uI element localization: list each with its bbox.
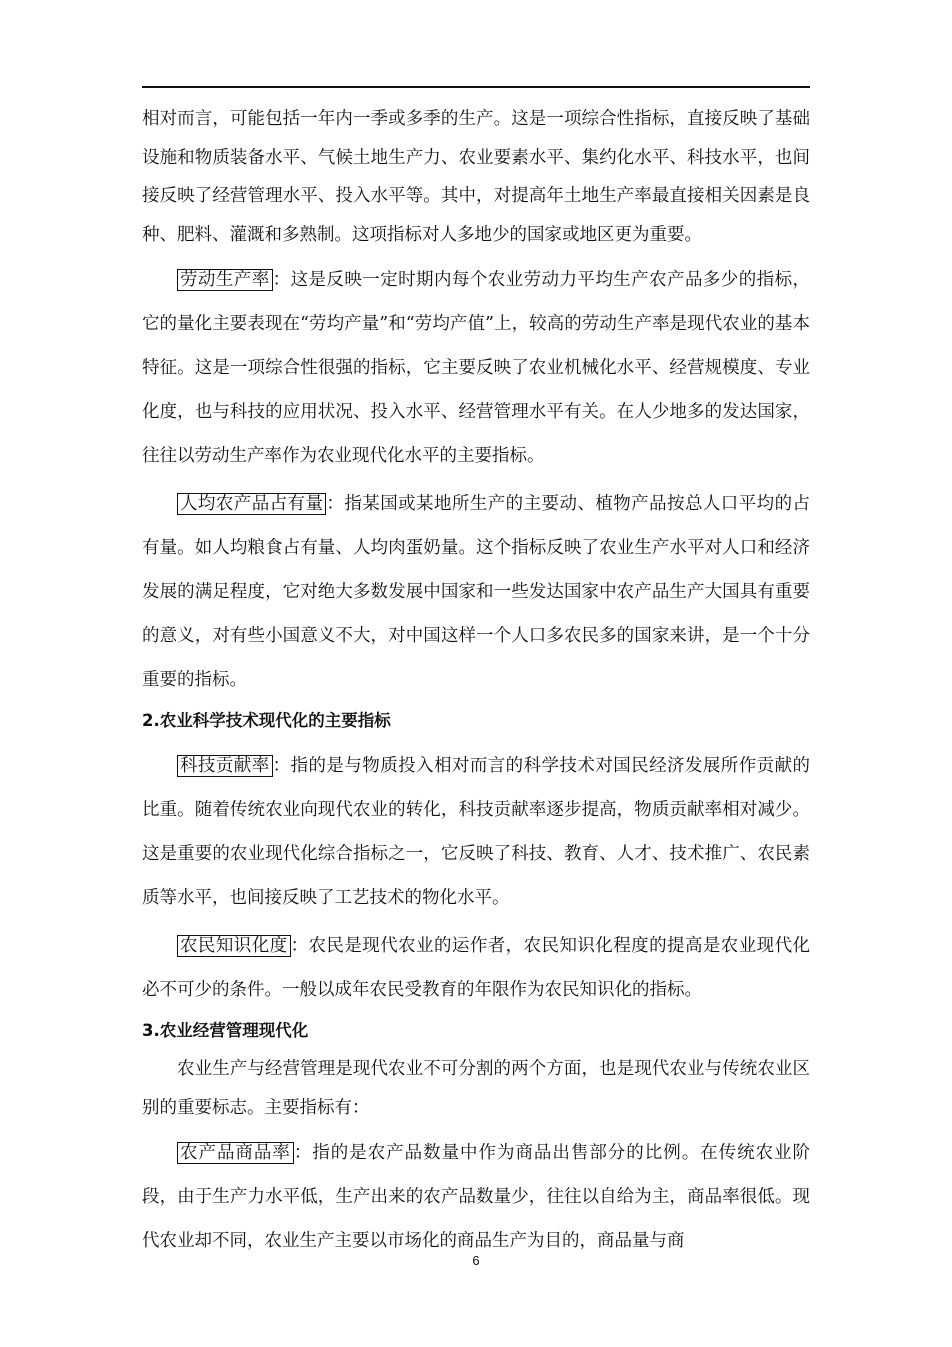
term-labor-productivity: 劳动生产率 bbox=[177, 269, 273, 291]
paragraph-commodity-rate bbox=[142, 1131, 810, 1263]
per-capita-text: ：指某国或某地所生产的主要动、植物产品按总人口平均的占有量。如人均粮食占有量、人均肉蛋奶量。这个指标反映了农业生产水平对人口和经济发展的满足程度，它对绝大多数发展中国家和一些发达国家中农产品生产大国具有重要的意义，对有些小国意义不大，对中国这样一个人口多农民多的国家来讲，是一个十分重要的指标。 bbox=[142, 494, 811, 690]
page-number: 6 bbox=[472, 1253, 480, 1268]
farmer-knowledge-text: ：农民是现代农业的运作者，农民知识化程度的提高是农业现代化必不可少的条件。一般以成年农民受教育的年限作为农民知识化的指标。 bbox=[142, 936, 811, 1000]
section-heading-3: 3.农业经营管理现代化 bbox=[142, 1021, 309, 1040]
labor-productivity-text: ：这是反映一定时期内每个农业劳动力平均生产农产品多少的指标，它的量化主要表现在“劳均产量”和“劳均产值”上，较高的劳动生产率是现代农业的基本特征。这是一项综合性很强的指标，它主要反映了农业机械化水平、经营规模度、专业化度，也与科技的应用状况、投入水平、经营管理水平有关。在人少地多的发达国家，往往以劳动生产率作为农业现代化水平的主要指标。 bbox=[142, 270, 811, 466]
paragraph-tech-contribution bbox=[142, 744, 810, 920]
commodity-rate-text: ：指的是农产品数量中作为商品出售部分的比例。在传统农业阶段，由于生产力水平低，生产出来的农产品数量少，往往以自给为主，商品率很低。现代农业却不同，农业生产主要以市场化的商品生产为目的，商品量与商 bbox=[142, 1143, 811, 1251]
paragraph-farmer-knowledge bbox=[142, 924, 810, 1012]
term-commodity-rate: 农产品商品率 bbox=[177, 1142, 294, 1164]
header-rule bbox=[142, 86, 810, 88]
paragraph-continued: 相对而言，可能包括一年内一季或多季的生产。这是一项综合性指标，直接反映了基础设施和物质装备水平、气候土地生产力、农业要素水平、集约化水平、科技水平，也间接反映了经营管理水平、投入水平等。其中，对提高年土地生产率最直接相关因素是良种、肥料、灌溉和多熟制。这项指标对人多地少的国家或地区更为重要。 bbox=[142, 109, 810, 245]
paragraph-management: 农业生产与经营管理是现代农业不可分割的两个方面，也是现代农业与传统农业区别的重要标志。主要指标有： bbox=[142, 1059, 810, 1118]
term-tech-contribution: 科技贡献率 bbox=[177, 755, 273, 777]
paragraph-per-capita bbox=[142, 482, 810, 702]
tech-contribution-text: ：指的是与物质投入相对而言的科学技术对国民经济发展所作贡献的比重。随着传统农业向现代农业的转化，科技贡献率逐步提高，物质贡献率相对减少。这是重要的农业现代化综合指标之一，它反映了科技、教育、人才、技术推广、农民素质等水平，也间接反映了工艺技术的物化水平。 bbox=[142, 756, 811, 908]
term-per-capita: 人均农产品占有量 bbox=[177, 493, 326, 515]
section-heading-2: 2.农业科学技术现代化的主要指标 bbox=[142, 711, 391, 730]
term-farmer-knowledge: 农民知识化度 bbox=[177, 935, 291, 957]
paragraph-labor-productivity bbox=[142, 258, 810, 478]
body-text bbox=[142, 100, 810, 1263]
